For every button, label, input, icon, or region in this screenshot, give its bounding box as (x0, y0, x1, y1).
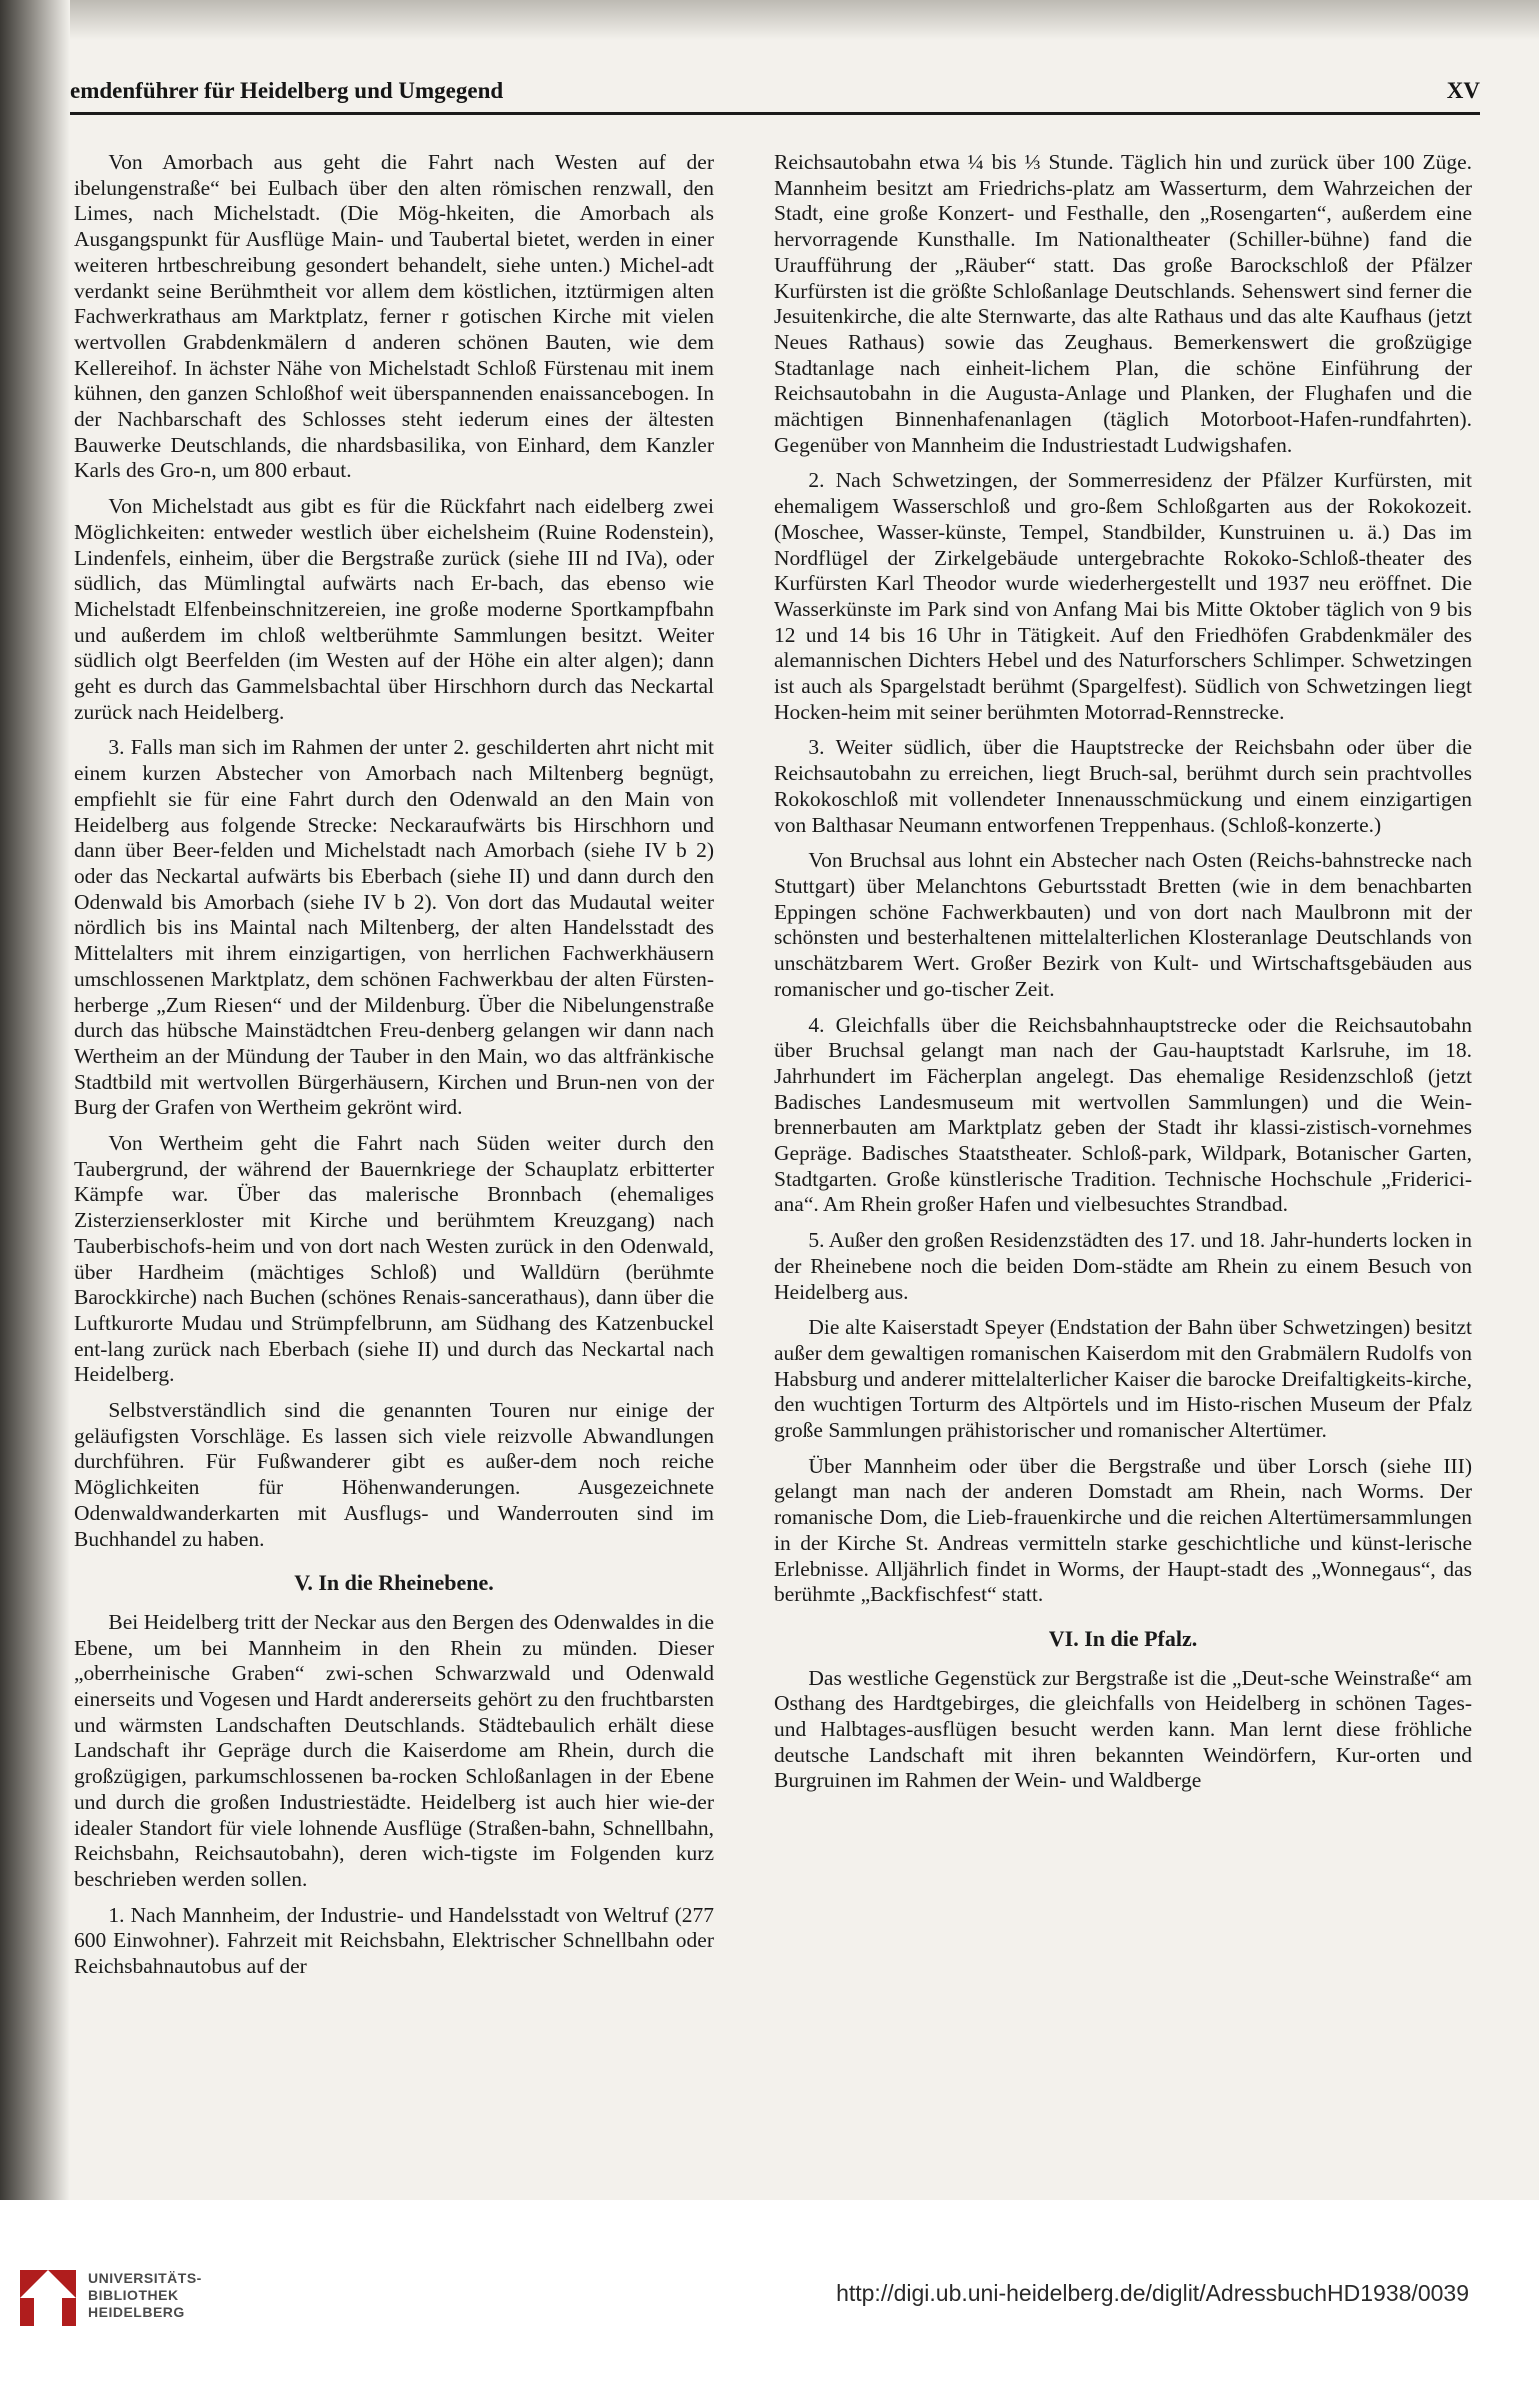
paragraph: Über Mannheim oder über die Bergstraße und über Lorsch (siehe III) gelangt man nach der anderen Domstadt am Rhein, nach Worms. Der romanische Dom, die Lieb-frauenkirche und die reichen Altertümersammlungen in der Kirche St. Andreas vermitteln starke geschichtliche und künst-lerische Erlebnisse. Alljährlich findet in Worms, der Haupt-stadt des „Wonnegaus“, das berühmte „Backfischfest“ statt. (774, 1453, 1472, 1607)
paragraph: 2. Nach Schwetzingen, der Sommerresidenz der Pfälzer Kurfürsten, mit ehemaligem Wasserschloß und gro-ßem Schloßgarten aus der Rokokozeit. (Moschee, Wasser-künste, Tempel, Standbilder, Kunstruinen u. ä.) Das im Nordflügel der Zirkelgebäude untergebrachte Rokoko-Schloß-theater des Kurfürsten Karl Theodor wurde wiederhergestellt und 1937 neu eröffnet. Die Wasserkünste im Park sind von Anfang Mai bis Mitte Oktober täglich von 9 bis 12 und 14 bis 16 Uhr in Tätigkeit. Auf den Friedhöfen Grabdenkmäler des alemannischen Dichters Hebel und des Naturforschers Schlimper. Schwetzingen ist auch als Spargelstadt berühmt (Spargelfest). Südlich von Schwetzingen liegt Hocken-heim mit seiner berühmten Motorrad-Rennstrecke. (774, 468, 1472, 724)
logo-line: UNIVERSITÄTS- (88, 2270, 202, 2286)
paragraph: 4. Gleichfalls über die Reichsbahnhauptstrecke oder die Reichsautobahn über Bruchsal gelangt man nach der Gau-hauptstadt Karlsruhe, im 18. Jahrhundert im Fächerplan angelegt. Das ehemalige Residenzschloß (jetzt Badisches Landesmuseum mit wertvollen Sammlungen) und die Wein-brennerbauten am Marktplatz geben der Stadt ihr klassi-zistisch-vornehmes Gepräge. Badisches Staatstheater. Schloß-park, Wildpark, Botanischer Garten, Stadtgarten. Große künstlerische Tradition. Technische Hochschule „Friderici-ana“. Am Rhein großer Hafen und vielbesuchtes Strandbad. (774, 1012, 1472, 1217)
paragraph: 3. Weiter südlich, über die Hauptstrecke der Reichsbahn oder über die Reichsautobahn zu erreichen, liegt Bruch-sal, berühmt durch sein prachtvolles Rokokoschloß mit vollendeter Innenausschmückung und einem einzigartigen von Balthasar Neumann entworfenen Treppenhaus. (Schloß-konzerte.) (774, 735, 1472, 837)
page-number: XV (1446, 78, 1480, 103)
logo-line: BIBLIOTHEK (88, 2287, 179, 2303)
library-logo-text[interactable] (88, 2270, 202, 2321)
logo-line: HEIDELBERG (88, 2304, 185, 2320)
paragraph: 1. Nach Mannheim, der Industrie- und Handelsstadt von Weltruf (277 600 Einwohner). Fahrzeit mit Reichsbahn, Elektrischer Schnellbahn oder Reichsbahnautobus auf der (74, 1902, 714, 1979)
header-rule (70, 112, 1480, 115)
logo-roof-shape (20, 2270, 76, 2298)
right-column (774, 150, 1472, 1804)
paragraph: Von Bruchsal aus lohnt ein Abstecher nach Osten (Reichs-bahnstrecke nach Stuttgart) über Melanchtons Geburtsstadt Bretten (wie in dem benachbarten Eppingen schöne Fachwerkbauten) und von dort nach Maulbronn mit der schönsten und besterhaltenen mittelalterlichen Klosteranlage Deutschlands von unschätzbarem Wert. Großer Bezirk von Kult- und Wirtschaftsgebäuden aus romanischer und go-tischer Zeit. (774, 848, 1472, 1001)
permalink-url[interactable]: http://digi.ub.uni-heidelberg.de/diglit/AdressbuchHD1938/0039 (836, 2280, 1469, 2306)
paragraph: Von Amorbach aus geht die Fahrt nach Westen auf der ibelungenstraße“ bei Eulbach über den alten römischen renzwall, den Limes, nach Michelstadt. (Die Mög-hkeiten, die Amorbach als Ausgangspunkt für Ausflüge Main- und Taubertal bietet, werden in einer weiteren hrtbeschreibung gesondert behandelt, siehe unten.) Michel-adt verdankt seine Berühmtheit vor allem dem köstlichen, itztürmigen alten Fachwerkrathaus am Marktplatz, ferner r gotischen Kirche mit vielen wertvollen Grabdenkmälern d anderen schönen Bauten, wie dem Kellereihof. In ächster Nähe von Michelstadt Schloß Fürstenau mit inem kühnen, den ganzen Schloßhof weit überspannenden enaissancebogen. In der Nachbarschaft des Schlosses steht iederum eines der ältesten Bauwerke Deutschlands, die nhardsbasilika, von Einhard, dem Kanzler Karls des Gro-n, um 800 erbaut. (74, 150, 714, 483)
paragraph: 3. Falls man sich im Rahmen der unter 2. geschilderten ahrt nicht mit einem kurzen Abstecher von Amorbach nach Miltenberg begnügt, empfiehlt sie für eine Fahrt durch den Odenwald an den Main von Heidelberg aus folgende Strecke: Neckaraufwärts bis Hirschhorn und dann über Beer-felden und Michelstadt nach Amorbach (siehe IV b 2) oder das Neckartal aufwärts bis Eberbach (siehe II) und dann durch den Odenwald bis Amorbach (siehe IV b 2). Von dort das Mudautal weiter nördlich bis ins Maintal nach Miltenberg, der alten Handelsstadt des Mittelalters mit ihrem einzigartigen, von herrlichen Fachwerkhäusern umschlossenen Marktplatz, dem schönen Fachwerkbau der alten Fürsten-herberge „Zum Riesen“ und der Mildenburg. Über die Nibelungenstraße durch das hübsche Mainstädtchen Freu-denberg gelangen wir dann nach Wertheim an der Mündung der Tauber in den Main, wo das altfränkische Stadtbild mit wertvollen Bürgerhäusern, Kirchen und Brun-nen von der Burg der Grafen von Wertheim gekrönt wird. (74, 735, 714, 1120)
paragraph: Die alte Kaiserstadt Speyer (Endstation der Bahn über Schwetzingen) besitzt außer dem gewaltigen romanischen Kaiserdom mit den Grabmälern Rudolfs von Habsburg und anderer mittelalterlicher Kaiser die barocke Dreifaltigkeits-kirche, den wuchtigen Torturm des Altpörtels und im Histo-rischen Museum der Pfalz große Sammlungen prähistorischer und romanischer Altertümer. (774, 1315, 1472, 1443)
logo-block-shape (34, 2298, 62, 2326)
paragraph: 5. Außer den großen Residenzstädten des 17. und 18. Jahr-hunderts locken in der Rheinebene noch die beiden Dom-städte am Rhein zu einem Besuch von Heidelberg aus. (774, 1228, 1472, 1304)
scan-shadow-top (0, 0, 1539, 40)
paragraph: Bei Heidelberg tritt der Neckar aus den Bergen des Odenwaldes in die Ebene, um bei Mannheim in den Rhein zu münden. Dieser „oberrheinische Graben“ zwi-schen Schwarzwald und Odenwald einerseits und Vogesen und Hardt andererseits gehört zu den fruchtbarsten und wärmsten Landschaften Deutschlands. Städtebaulich erhält diese Landschaft ihr Gepräge durch die Kaiserdome am Rhein, durch die großzügigen, parkumschlossenen ba-rocken Schloßanlagen in der Ebene und durch die großen Industriestädte. Heidelberg ist auch hier wie-der idealer Standort für viele lohnende Ausflüge (Straßen-bahn, Schnellbahn, Reichsbahn, Reichsautobahn), deren wich-tigste im Folgenden kurz beschrieben werden sollen. (74, 1609, 714, 1891)
header-title: emdenführer für Heidelberg und Umgegend (70, 78, 504, 103)
left-column (74, 150, 714, 1990)
section-heading: V. In die Rheinebene. (294, 1570, 494, 1596)
paragraph: Selbstverständlich sind die genannten Touren nur einige der geläufigsten Vorschläge. Es lassen sich viele reizvolle Abwandlungen durchführen. Für Fußwanderer gibt es außer-dem noch reiche Möglichkeiten für Höhenwanderungen. Ausgezeichnete Odenwaldwanderkarten mit Ausflugs- und Wanderrouten sind im Buchhandel zu haben. (74, 1398, 714, 1551)
paragraph: Reichsautobahn etwa ¼ bis ⅓ Stunde. Täglich hin und zurück über 100 Züge. Mannheim besitzt am Friedrichs-platz am Wasserturm, dem Wahrzeichen der Stadt, eine große Konzert- und Festhalle, den „Rosengarten“, außerdem eine hervorragende Kunsthalle. Im Nationaltheater (Schiller-bühne) fand die Uraufführung der „Räuber“ statt. Das große Barockschloß der Pfälzer Kurfürsten ist die größte Schloßanlage Deutschlands. Sehenswert sind ferner die Jesuitenkirche, die alte Sternwarte, das alte Rathaus und das alte Kaufhaus (jetzt Neues Rathaus) sowie das Zeughaus. Bemerkenswert die großzügige Stadtanlage nach einheit-lichem Plan, die schöne Einführung der Reichsautobahn in die Augusta-Anlage und Planken, der Flughafen und die mächtigen Binnenhafenanlagen (täglich Motorboot-Hafen-rundfahrten). Gegenüber von Mannheim die Industriestadt Ludwigshafen. (774, 150, 1472, 457)
library-logo-icon[interactable] (20, 2270, 76, 2326)
section-heading: VI. In die Pfalz. (1048, 1625, 1198, 1651)
paragraph: Von Michelstadt aus gibt es für die Rückfahrt nach eidelberg zwei Möglichkeiten: entweder westlich über eichelsheim (Ruine Rodenstein), Lindenfels, einheim, über die Bergstraße zurück (siehe III nd IVa), oder südlich, das Mümlingtal aufwärts nach Er-bach, das ebenso wie Michelstadt Elfenbeinschnitzereien, ine große moderne Sportkampfbahn und außerdem im chloß weltberühmte Sammlungen besitzt. Weiter südlich olgt Beerfelden (im Westen auf der Höhe ein alter algen); dann geht es durch das Gammelsbachtal über Hirschhorn durch das Neckartal zurück nach Heidelberg. (74, 494, 714, 724)
paragraph: Das westliche Gegenstück zur Bergstraße ist die „Deut-sche Weinstraße“ am Osthang des Hardtgebirges, die gleichfalls von Heidelberg in schönen Tages- und Halbtages-ausflügen besucht werden kann. Man lernt diese fröhliche deutsche Landschaft mit ihren bekannten Weindörfern, Kur-orten und Burgruinen im Rahmen der Wein- und Waldberge (774, 1665, 1472, 1793)
paragraph: Von Wertheim geht die Fahrt nach Süden weiter durch den Taubergrund, der während der Bauernkriege der Schauplatz erbitterter Kämpfe war. Über das malerische Bronnbach (ehemaliges Zisterzienserkloster mit Kirche und berühmtem Kreuzgang) nach Tauberbischofs-heim und von dort nach Westen zurück in den Odenwald, über Hardheim (mächtiges Schloß) und Walldürn (berühmte Barockkirche) nach Buchen (schönes Renais-sancerathaus), dann über die Luftkurorte Mudau und Strümpfelbrunn, am Südhang des Katzenbuckel ent-lang zurück nach Eberbach (siehe II) und durch das Neckartal nach Heidelberg. (74, 1131, 714, 1387)
scan-shadow-left (0, 0, 70, 2200)
